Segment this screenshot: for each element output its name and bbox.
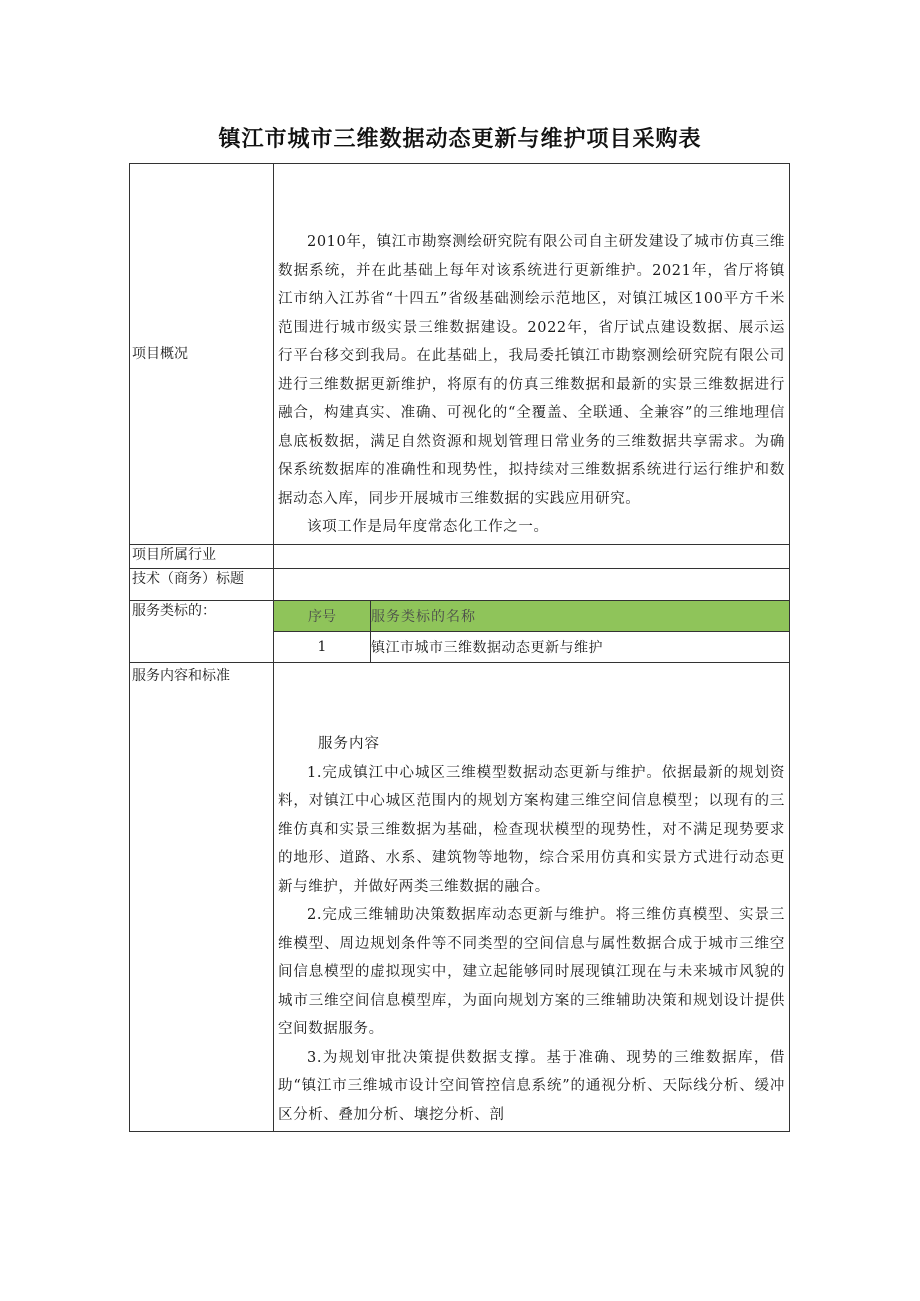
tech-title-value	[274, 568, 790, 600]
overview-content	[274, 164, 790, 545]
tech-title-row	[130, 568, 790, 600]
service-paragraph: 1.完成镇江中心城区三维模型数据动态更新与维护。依据最新的规划资料，对镇江中心城区范围内的规划方案构建三维空间信息模型；以现有的三维仿真和实景三维数据为基础，检查现状模型的现势性，对不满足现势要求的地形、道路、水系、建筑物等地物，综合采用仿真和实景方式进行动态更新与维护，并做好两类三维数据的融合。	[278, 764, 785, 895]
service-items-header	[274, 601, 789, 632]
page-title: 镇江市城市三维数据动态更新与维护项目采购表	[218, 127, 702, 152]
overview-paragraph: 2010年，镇江市勘察测绘研究院有限公司自主研发建设了城市仿真三维数据系统，并在此基础上每年对该系统进行更新维护。2021年，省厅将镇江市纳入江苏省“十四五”省级基础测绘示范地区，对镇江城区100平方千米范围进行城市级实景三维数据建设。2022年，省厅试点建设数据、展示运行平台移交到我局。在此基础上，我局委托镇江市勘察测绘研究院有限公司进行三维数据更新维护，将原有的仿真三维数据和最新的实景三维数据进行融合，构建真实、准确、可视化的“全覆盖、全联通、全兼容”的三维地理信息底板数据，满足自然资源和规划管理日常业务的三维数据共享需求。为确保系统数据库的准确性和现势性，拟持续对三维数据系统进行运行维护和数据动态入库，同步开展城市三维数据的实践应用研究。	[278, 234, 785, 507]
service-items-row	[130, 600, 790, 662]
service-content-row	[130, 662, 790, 1132]
service-items-cell	[274, 600, 790, 662]
overview-label: 项目概况	[130, 164, 274, 545]
service-item-row	[274, 631, 789, 662]
industry-value	[274, 544, 790, 568]
seq-header: 序号	[274, 601, 371, 632]
overview-paragraph: 该项工作是局年度常态化工作之一。	[307, 519, 549, 535]
service-content-label: 服务内容和标准	[130, 662, 274, 1132]
service-content-heading: 服务内容	[318, 735, 380, 752]
industry-label: 项目所属行业	[130, 544, 274, 568]
service-content	[274, 662, 790, 1132]
service-items-table	[274, 601, 789, 662]
overview-row	[130, 164, 790, 545]
service-paragraph: 2.完成三维辅助决策数据库动态更新与维护。将三维仿真模型、实景三维模型、周边规划条件等不同类型的空间信息与属性数据合成于城市三维空间信息模型的虚拟现实中，建立起能够同时展现镇江现在与未来城市风貌的城市三维空间信息模型库，为面向规划方案的三维辅助决策和规划设计提供空间数据服务。	[278, 907, 785, 1037]
service-item-seq: 1	[274, 631, 371, 662]
name-header: 服务类标的名称	[371, 601, 790, 632]
tech-title-label: 技术（商务）标题	[130, 568, 274, 600]
service-paragraph: 3.为规划审批决策提供数据支撑。基于准确、现势的三维数据库，借助“镇江市三维城市设计空间管控信息系统”的通视分析、天际线分析、缓冲区分析、叠加分析、壤挖分析、剖	[278, 1049, 785, 1123]
procurement-table	[129, 163, 790, 1132]
service-item-name: 镇江市城市三维数据动态更新与维护	[371, 639, 603, 656]
industry-row	[130, 544, 790, 568]
service-items-label: 服务类标的：	[130, 600, 274, 662]
